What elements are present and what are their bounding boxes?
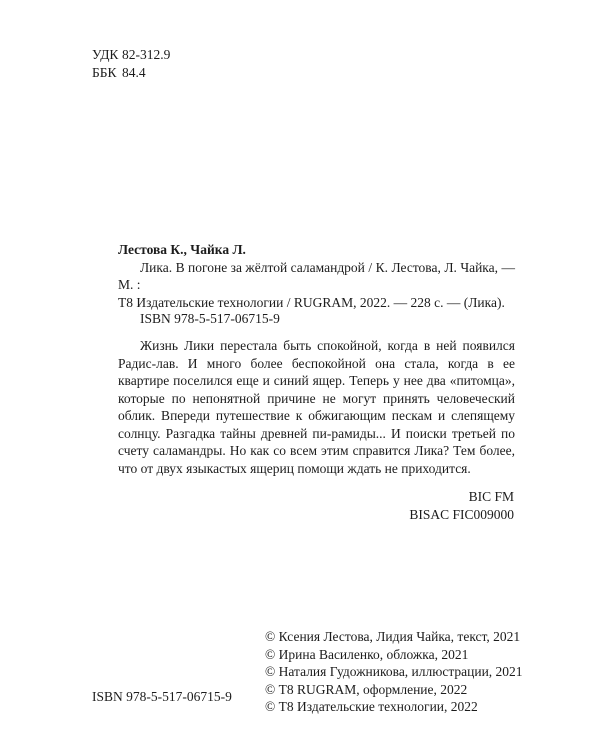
classification-block (92, 46, 170, 81)
copyright-line: © Ксения Лестова, Лидия Чайка, текст, 2021 (265, 629, 521, 644)
bic-code: BIC FM (468, 489, 514, 504)
annotation-text (118, 337, 515, 477)
copyright-line: © Ирина Василенко, обложка, 2021 (265, 646, 469, 662)
udk-label: УДК (92, 47, 119, 62)
udk-row (92, 46, 170, 64)
bbk-label: ББК (92, 64, 117, 80)
annotation-line: ждать не приходится. (347, 460, 471, 476)
catalog-entry-line-2: Т8 Издательские технологии / RUGRAM, 2022. — 228 с. — (Лика). (118, 294, 505, 310)
annotation-line: Жизнь Лики перестала быть спокойной, когда в ней появился Радис- (118, 338, 515, 371)
annotation-line: лав. И много более беспокойной она стала, когда в ее квартире поселился (118, 355, 515, 388)
copyright-line: © Т8 Издательские технологии, 2022 (265, 699, 478, 714)
annotation-line: еще и синий ящер. Теперь у нее два «питомца», которые по непонятной (118, 373, 515, 406)
catalog-author: Лестова К., Чайка Л. (118, 242, 246, 257)
catalog-entry-line-1: Лика. В погоне за жёлтой саламандрой / К. Лестова, Л. Чайка, — М. : (118, 259, 515, 292)
bbk-value: 84.4 (122, 64, 146, 80)
bbk-row (92, 64, 170, 82)
isbn-bottom: ISBN 978-5-517-06715-9 (92, 689, 232, 704)
copyright-block (265, 628, 523, 716)
annotation-line: рамиды... И поиски третьей по счету саламандры. Но как со всем этим (118, 425, 515, 458)
subject-codes (409, 488, 514, 523)
annotation-line: причине не могут принять человеческий облик. Впереди путешествие (118, 390, 516, 423)
isbn-main: ISBN 978-5-517-06715-9 (140, 311, 280, 326)
udk-value: 82-312.9 (122, 47, 171, 62)
copyright-line: © Наталия Гудожникова, иллюстрации, 2021 (265, 664, 523, 679)
annotation-line: к обжигающим пескам и слепящему солнцу. Разгадка тайны древней пи- (118, 408, 515, 441)
copyright-line: © Т8 RUGRAM, оформление, 2022 (265, 681, 468, 697)
annotation-line: справится Лика? Тем более, что от двух языкастых ящериц помощи (118, 443, 516, 476)
catalog-entry (118, 241, 515, 311)
bisac-code: BISAC FIC009000 (409, 506, 514, 522)
